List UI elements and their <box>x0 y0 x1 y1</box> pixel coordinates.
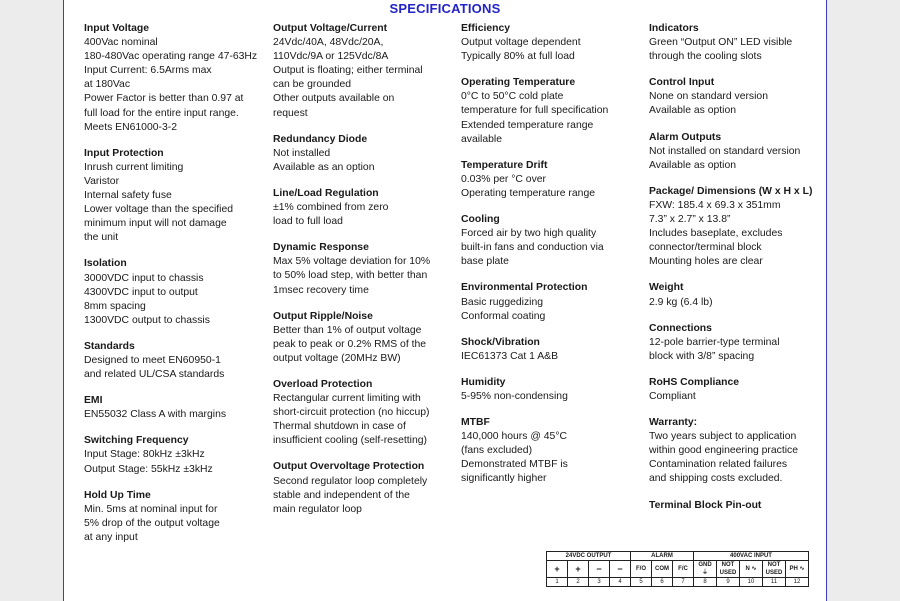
spec-line: to 50% load step, with better than <box>273 270 428 282</box>
spec-heading: Efficiency <box>461 23 511 34</box>
pinout-group-row <box>547 552 809 561</box>
pinout-group-label: ALARM <box>631 552 694 561</box>
spec-heading: Temperature Drift <box>461 159 548 171</box>
spec-line: Operating temperature range <box>461 187 596 199</box>
spec-section <box>649 22 829 64</box>
spec-line: 180-480Vac operating range 47-63Hz <box>84 51 258 63</box>
spec-line: peak to peak or 0.2% RMS of the <box>273 338 427 350</box>
spec-heading: Dynamic Response <box>273 242 369 254</box>
spec-line: Rectangular current limiting with <box>273 393 421 405</box>
spec-line: Other outputs available on <box>273 93 395 105</box>
spec-heading: Switching Frequency <box>84 435 189 447</box>
pinout-pin-symbol: NOT USED <box>763 561 786 578</box>
spec-line: Designed to meet EN60950-1 <box>84 354 221 366</box>
spec-line: and shipping costs excluded. <box>649 473 783 485</box>
spec-heading: Connections <box>649 322 712 334</box>
spec-section <box>461 281 641 323</box>
spec-section <box>649 76 829 118</box>
pinout-pin-number: 3 <box>589 578 610 587</box>
spec-section <box>84 434 264 476</box>
spec-line: 5% drop of the output voltage <box>84 517 220 529</box>
spec-heading: Humidity <box>461 376 506 388</box>
spec-line: Includes baseplate, excludes <box>649 228 783 240</box>
spec-line: base plate <box>461 256 509 268</box>
spec-section <box>461 22 641 64</box>
pinout-number-row <box>547 578 809 587</box>
spec-line: FXW: 185.4 x 69.3 x 351mm <box>649 199 781 211</box>
spec-section <box>649 131 829 173</box>
pinout-pin-symbol: − <box>589 561 610 578</box>
spec-line: Thermal shutdown in case of <box>273 421 406 433</box>
pinout-pin-number: 7 <box>673 578 694 587</box>
pinout-pin-number: 6 <box>652 578 673 587</box>
pinout-pin-number: 10 <box>740 578 763 587</box>
spec-heading: Output Voltage/Current <box>273 23 388 34</box>
spec-section <box>84 394 264 422</box>
spec-line: Available as option <box>649 159 737 171</box>
spec-line: minimum input will not damage <box>84 218 227 230</box>
spec-line: Better than 1% of output voltage <box>273 324 422 336</box>
pinout-pin-number: 8 <box>694 578 717 587</box>
spec-line: 4300VDC input to output <box>84 286 198 298</box>
spec-section <box>273 378 453 448</box>
pinout-pin-symbol: F/O <box>631 561 652 578</box>
spec-line: load to full load <box>273 216 343 228</box>
spec-column-4 <box>649 22 829 525</box>
spec-heading: Output Ripple/Noise <box>273 310 373 322</box>
pinout-pin-symbol: F/C <box>673 561 694 578</box>
spec-heading: Environmental Protection <box>461 282 588 294</box>
spec-heading: Standards <box>84 340 135 352</box>
pinout-pin-symbol: NOT USED <box>717 561 740 578</box>
spec-line: built-in fans and conduction via <box>461 242 604 254</box>
spec-line: ±1% combined from zero <box>273 202 389 214</box>
spec-column-2 <box>273 22 453 529</box>
spec-line: Meets EN61000-3-2 <box>84 121 177 133</box>
pinout-pin-number: 2 <box>568 578 589 587</box>
spec-line: 110Vdc/9A or 125Vdc/8A <box>273 51 389 63</box>
spec-section <box>461 336 641 364</box>
spec-line: significantly higher <box>461 473 547 485</box>
spec-line: Green “Output ON” LED visible <box>649 37 793 49</box>
spec-section <box>461 376 641 404</box>
spec-line: Lower voltage than the specified <box>84 204 234 216</box>
spec-section <box>84 147 264 246</box>
spec-line: 7.3” x 2.7” x 13.8” <box>649 214 731 226</box>
spec-line: 1300VDC output to chassis <box>84 314 210 326</box>
pinout-pin-symbol: PH ∿ <box>786 561 809 578</box>
spec-line: Max 5% voltage deviation for 10% <box>273 256 431 268</box>
pinout-pin-symbol: − <box>610 561 631 578</box>
spec-heading: Indicators <box>649 23 699 34</box>
spec-line: Conformal coating <box>461 310 546 322</box>
spec-line: IEC61373 Cat 1 A&B <box>461 350 559 362</box>
page-title: SPECIFICATIONS <box>389 1 501 16</box>
spec-line: None on standard version <box>649 91 768 103</box>
spec-heading: Control Input <box>649 77 715 89</box>
spec-line: connector/terminal block <box>649 242 762 254</box>
spec-line: main regulator loop <box>273 503 362 515</box>
spec-heading: EMI <box>84 395 103 407</box>
spec-section <box>273 22 453 121</box>
spec-section <box>649 322 829 364</box>
spec-line: block with 3/8” spacing <box>649 350 755 362</box>
spec-heading: RoHS Compliance <box>649 376 740 388</box>
spec-line: Input Current: 6.5Arms max <box>84 65 212 77</box>
pinout-pin-number: 12 <box>786 578 809 587</box>
spec-line: Output is floating; either terminal <box>273 65 423 77</box>
spec-section <box>461 76 641 146</box>
pinout-symbol-row <box>547 561 809 578</box>
spec-heading: Output Overvoltage Protection <box>273 461 425 473</box>
spec-line: Internal safety fuse <box>84 190 172 202</box>
spec-line: available <box>461 133 503 145</box>
spec-section <box>649 376 829 404</box>
spec-heading: Hold Up Time <box>84 489 151 501</box>
spec-line: Typically 80% at full load <box>461 51 575 63</box>
pinout-pin-symbol: N ∿ <box>740 561 763 578</box>
spec-line: at 180Vac <box>84 79 131 91</box>
spec-line: through the cooling slots <box>649 51 762 63</box>
spec-line: short-circuit protection (no hiccup) <box>273 407 430 419</box>
spec-line: Contamination related failures <box>649 459 788 471</box>
spec-line: Min. 5ms at nominal input for <box>84 503 218 515</box>
spec-column-1 <box>84 22 264 557</box>
pinout-pin-symbol: + <box>547 561 568 578</box>
spec-line: 12-pole barrier-type terminal <box>649 336 780 348</box>
spec-heading: Warranty: <box>649 417 698 429</box>
spec-section <box>273 310 453 366</box>
spec-line: request <box>273 107 308 119</box>
spec-section <box>649 185 829 270</box>
spec-section <box>273 133 453 175</box>
spec-line: 24Vdc/40A, 48Vdc/20A, <box>273 37 384 49</box>
spec-line: 3000VDC input to chassis <box>84 272 204 284</box>
spec-line: (fans excluded) <box>461 445 533 457</box>
spec-heading: Redundancy Diode <box>273 133 368 145</box>
spec-line: stable and independent of the <box>273 489 410 501</box>
spec-line: Basic ruggedizing <box>461 296 544 308</box>
spec-heading: Isolation <box>84 258 127 270</box>
spec-line: Output voltage dependent <box>461 37 581 49</box>
pinout-group-label: 400VAC INPUT <box>694 552 809 561</box>
spec-section <box>273 460 453 516</box>
pinout-pin-number: 4 <box>610 578 631 587</box>
spec-line: Demonstrated MTBF is <box>461 459 568 471</box>
spec-line: Output Stage: 55kHz ±3kHz <box>84 463 213 475</box>
spec-line: temperature for full specification <box>461 105 609 117</box>
spec-section <box>649 499 829 513</box>
spec-line: 8mm spacing <box>84 300 146 312</box>
pinout-pin-number: 5 <box>631 578 652 587</box>
spec-line: EN55032 Class A with margins <box>84 409 227 421</box>
spec-heading: Shock/Vibration <box>461 336 540 348</box>
pinout-pin-number: 9 <box>717 578 740 587</box>
spec-line: Available as option <box>649 105 737 117</box>
spec-line: 1msec recovery time <box>273 284 369 296</box>
spec-heading: Package/ Dimensions (W x H x L) <box>649 185 813 197</box>
spec-section <box>84 489 264 545</box>
spec-heading: Terminal Block Pin-out <box>649 499 762 511</box>
spec-line: Mounting holes are clear <box>649 256 763 268</box>
pinout-pin-symbol: GND ⏚ <box>694 561 717 578</box>
spec-heading: Cooling <box>461 214 500 226</box>
spec-heading: Alarm Outputs <box>649 131 722 143</box>
spec-line: and related UL/CSA standards <box>84 369 225 381</box>
spec-heading: Line/Load Regulation <box>273 187 379 199</box>
spec-section <box>461 213 641 269</box>
spec-line: full load for the entire input range. <box>84 107 239 119</box>
spec-line: Available as an option <box>273 161 375 173</box>
pinout-pin-number: 1 <box>547 578 568 587</box>
spec-section <box>273 187 453 229</box>
spec-line: Extended temperature range <box>461 119 594 131</box>
spec-column-3 <box>461 22 641 499</box>
spec-line: the unit <box>84 232 119 244</box>
spec-heading: Operating Temperature <box>461 77 576 89</box>
terminal-block-pinout-table <box>546 551 809 587</box>
spec-line: 2.9 kg (6.4 lb) <box>649 296 713 308</box>
spec-section <box>461 416 641 486</box>
spec-line: output voltage (20MHz BW) <box>273 352 401 364</box>
spec-section <box>84 340 264 382</box>
spec-line: Not installed on standard version <box>649 145 801 157</box>
spec-line: 0°C to 50°C cold plate <box>461 91 564 103</box>
spec-line: Compliant <box>649 390 696 402</box>
pinout-group-label: 24VDC OUTPUT <box>547 552 631 561</box>
spec-heading: MTBF <box>461 417 490 429</box>
spec-heading: Input Protection <box>84 147 164 159</box>
spec-line: within good engineering practice <box>649 445 799 457</box>
pinout-pin-symbol: COM <box>652 561 673 578</box>
spec-line: Not installed <box>273 147 331 159</box>
spec-heading: Overload Protection <box>273 378 373 390</box>
spec-section <box>84 257 264 327</box>
spec-line: 140,000 hours @ 45°C <box>461 431 567 443</box>
pinout-pin-symbol: + <box>568 561 589 578</box>
spec-line: 0.03% per °C over <box>461 173 547 185</box>
spec-line: 400Vac nominal <box>84 37 158 49</box>
spec-sheet <box>63 0 827 601</box>
spec-line: can be grounded <box>273 79 351 91</box>
spec-line: at any input <box>84 531 138 543</box>
spec-section <box>649 281 829 309</box>
spec-line: Input Stage: 80kHz ±3kHz <box>84 449 205 461</box>
spec-line: Power Factor is better than 0.97 at <box>84 93 244 105</box>
spec-section <box>649 416 829 486</box>
spec-line: Two years subject to application <box>649 431 797 443</box>
spec-line: Inrush current limiting <box>84 161 184 173</box>
spec-line: Second regulator loop completely <box>273 475 428 487</box>
spec-section <box>461 159 641 201</box>
spec-line: Varistor <box>84 175 120 187</box>
spec-section <box>273 241 453 297</box>
spec-line: insufficient cooling (self-resetting) <box>273 435 428 447</box>
spec-heading: Weight <box>649 282 684 294</box>
pinout-pin-number: 11 <box>763 578 786 587</box>
spec-heading: Input Voltage <box>84 23 150 34</box>
spec-line: Forced air by two high quality <box>461 228 597 240</box>
spec-line: 5-95% non-condensing <box>461 390 568 402</box>
spec-section <box>84 22 264 135</box>
